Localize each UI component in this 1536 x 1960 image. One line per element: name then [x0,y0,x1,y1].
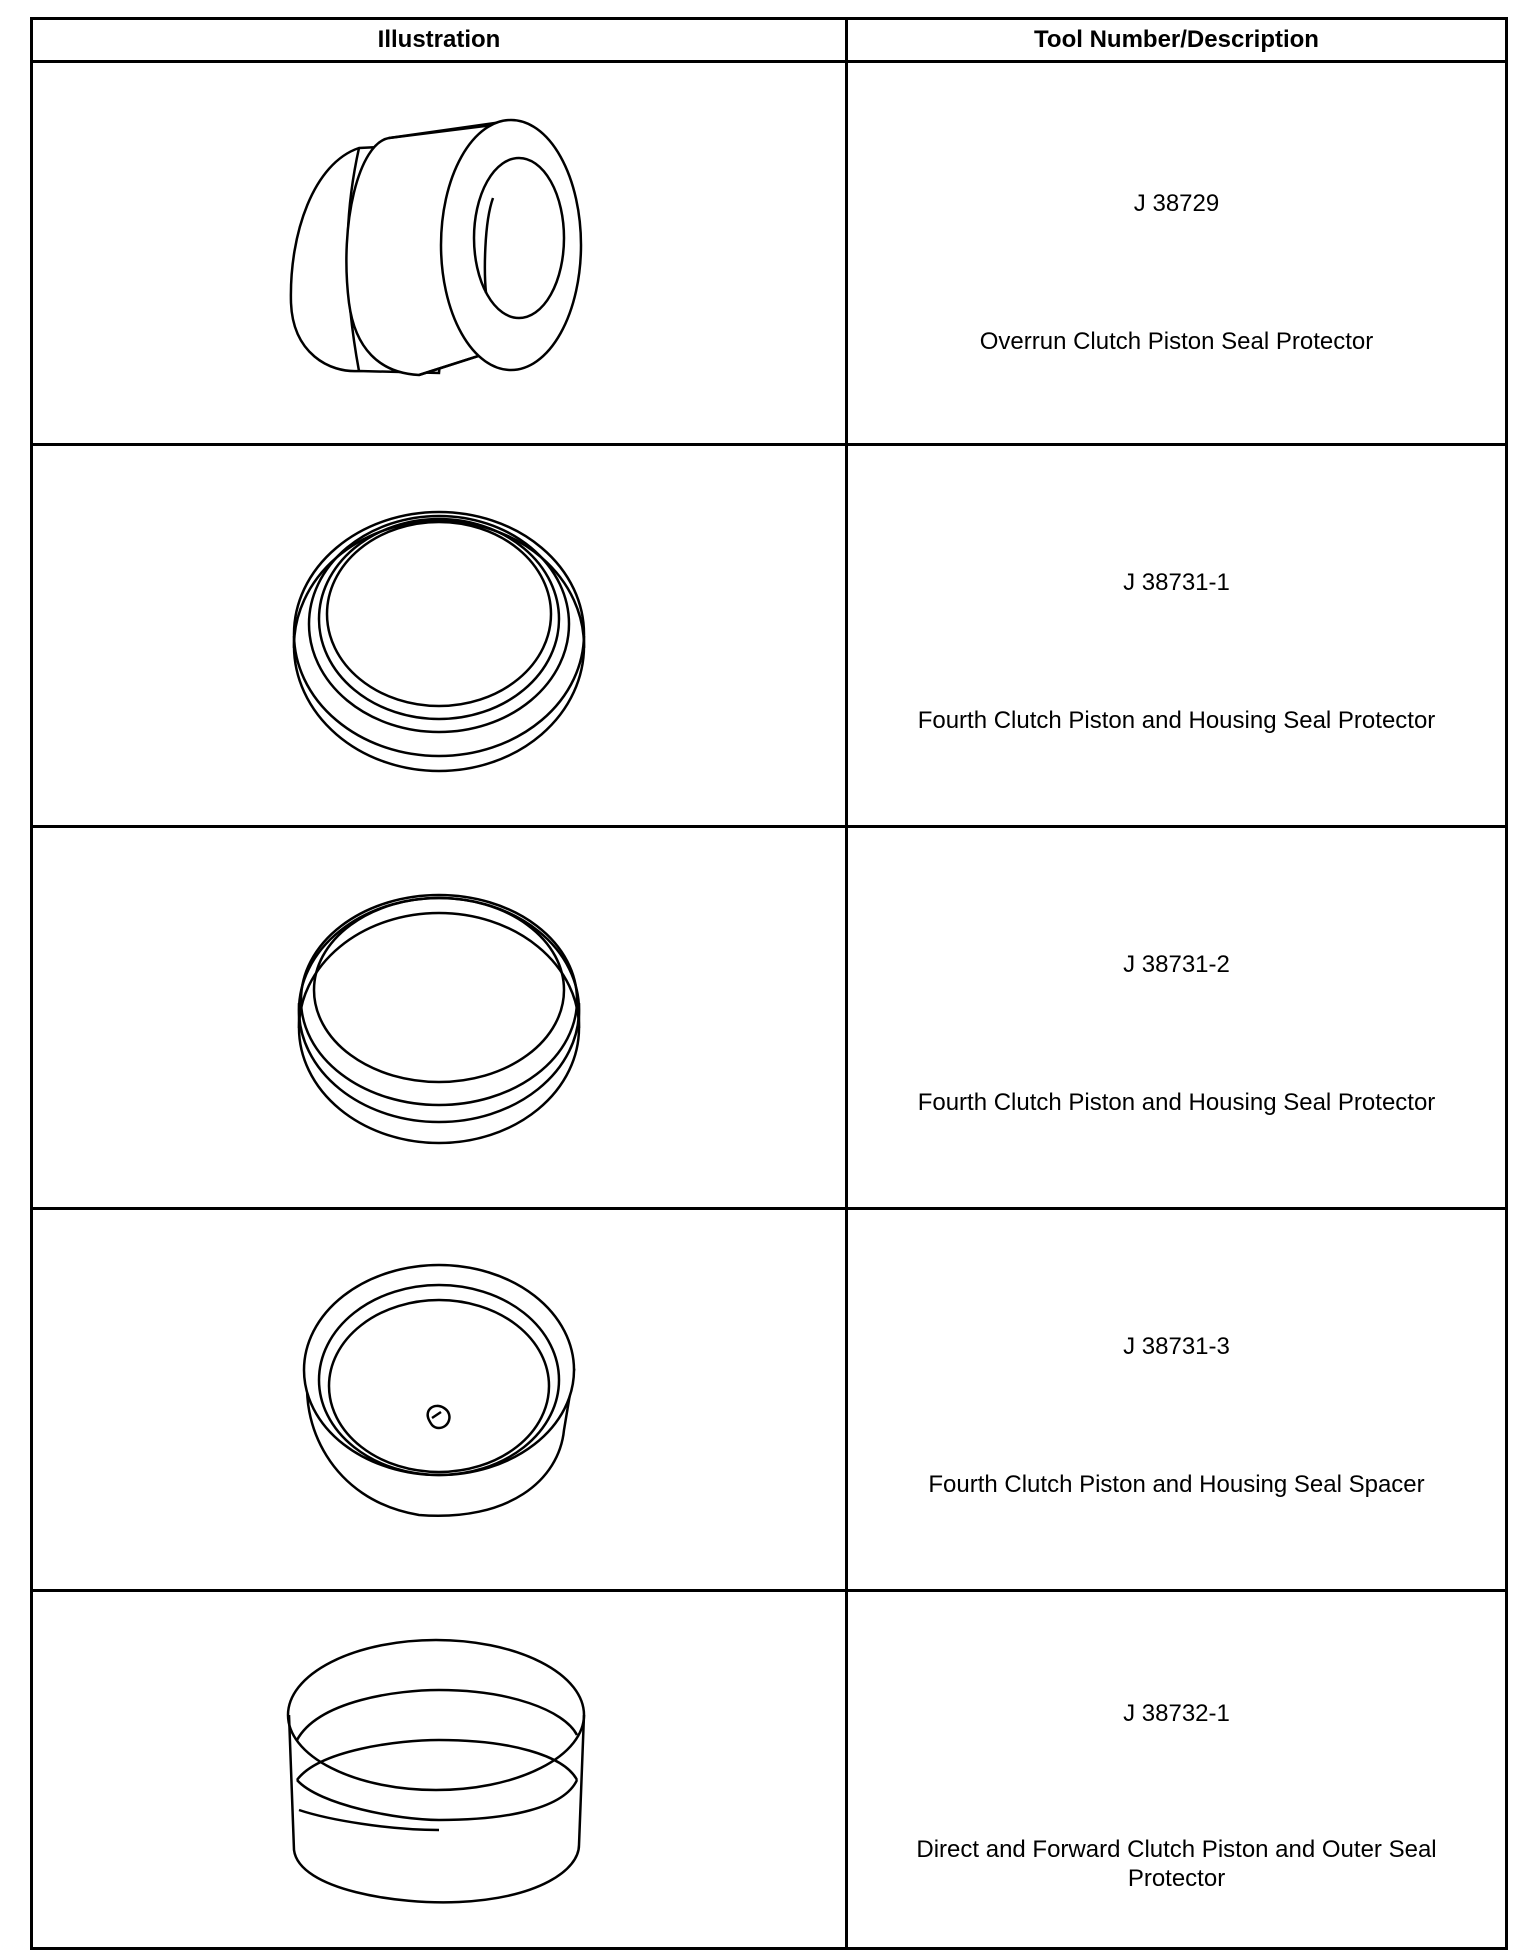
seal-protector-sleeve-icon [279,1630,599,1910]
seal-protector-ring-icon [289,496,589,776]
tool-number: J 38729 [1133,190,1220,217]
illustration-cell [33,446,845,825]
tool-number: J 38731-2 [1123,951,1230,978]
seal-protector-ring-icon [289,878,589,1158]
seal-protector-cone-icon [279,103,599,403]
header-tool-description: Tool Number/Description [1034,26,1319,53]
tool-number: J 38732-1 [1123,1700,1230,1727]
header-illustration: Illustration [377,26,501,53]
tool-description: Fourth Clutch Piston and Housing Seal Protector [917,1089,1436,1116]
illustration-cell [33,1210,845,1589]
tool-number: J 38731-3 [1123,1333,1230,1360]
seal-spacer-cup-icon [289,1260,589,1540]
tool-table [30,17,1508,1950]
tool-description: Fourth Clutch Piston and Housing Seal Protector [917,707,1436,734]
description-cell [848,1592,1505,1947]
description-cell [848,828,1505,1207]
illustration-cell [33,1592,845,1947]
tool-description: Overrun Clutch Piston Seal Protector [979,328,1374,355]
illustration-cell [33,828,845,1207]
description-cell [848,63,1505,443]
tool-number: J 38731-1 [1123,569,1230,596]
tool-description: Direct and Forward Clutch Piston and Outer Seal Protector [916,1836,1437,1892]
illustration-cell [33,63,845,443]
description-cell [848,1210,1505,1589]
tool-description: Fourth Clutch Piston and Housing Seal Spacer [928,1471,1425,1498]
description-cell [848,446,1505,825]
